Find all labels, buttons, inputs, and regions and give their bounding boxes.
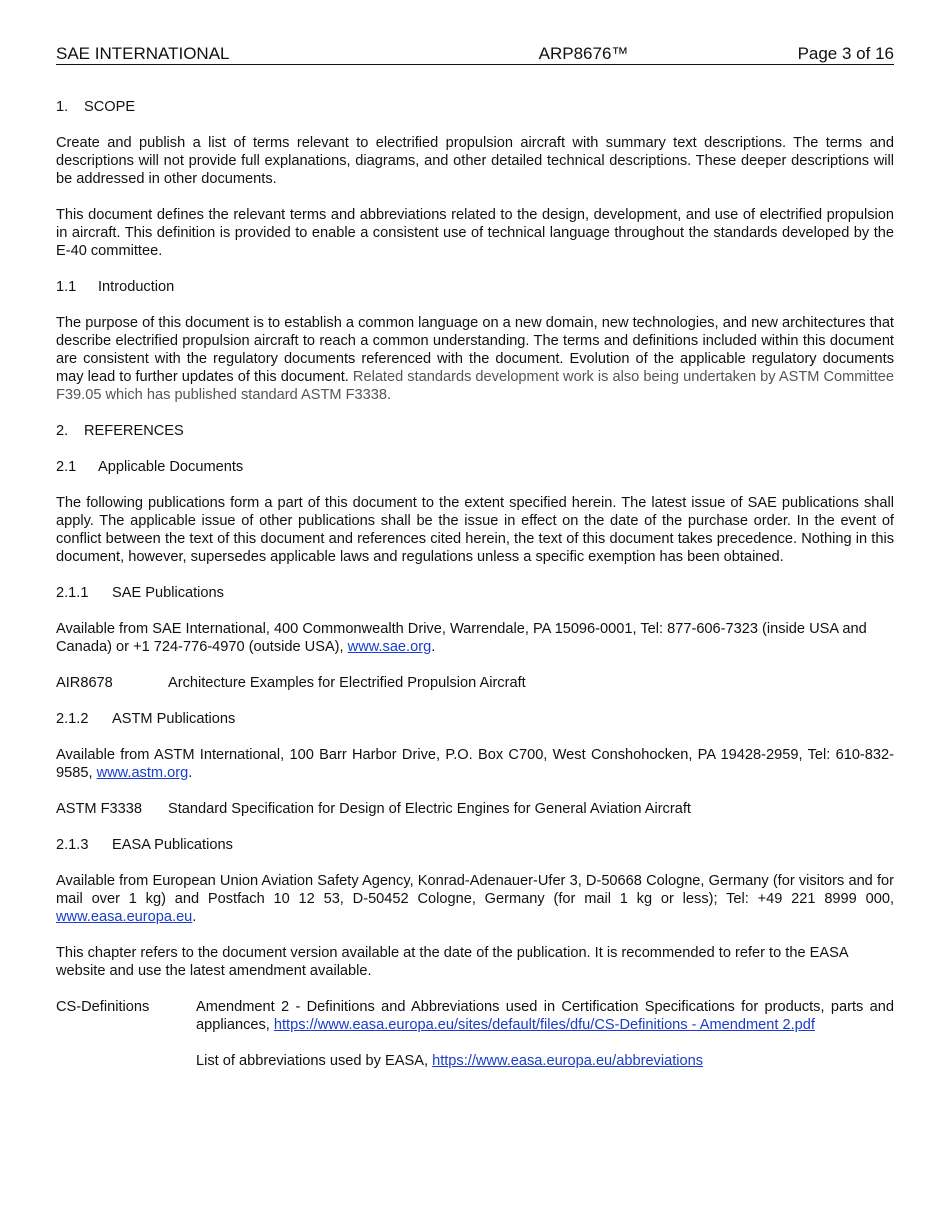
section-references-heading [56,422,894,440]
section-intro-heading [56,278,894,296]
reference-description [196,998,894,1070]
section-easa-heading [56,836,894,854]
section-number: 2.1.1 [56,585,89,601]
intro-text-related: Related standards development work is also being undertaken by ASTM Committee F39.05 which has published standard ASTM F3338. [56,369,894,403]
easa-availability-text: Available from European Union Aviation Safety Agency, Konrad-Adenauer-Ufer 3, D-50668 Cologne, Germany (for visitors and for mail over 1 kg) and Postfach 10 12 53, D-50452 Cologne, Germany (for mail 1 kg or less); Tel: +49 221 8999 000, [56,873,894,907]
scope-paragraph-2: This document defines the relevant terms and abbreviations related to the design, development, and use of electrified propulsion in aircraft. This definition is provided to enable a consistent use of technical language throughout the standards developed by the E-40 committee. [56,207,894,259]
easa-availability: Available from European Union Aviation Safety Agency, Konrad-Adenauer-Ufer 3, D-50668 Cologne, Germany (for visitors and for mail over 1 kg) and Postfach 10 12 53, D-50452 Cologne, Germany (for mail 1 kg or less); Tel: +49 221 8999 000, www.easa.europa.eu. [56,873,894,925]
section-title: SCOPE [84,99,136,115]
section-title: SAE Publications [112,585,224,601]
astm-link[interactable]: www.astm.org [96,765,189,781]
section-number: 2.1.2 [56,711,89,727]
applicable-paragraph: The following publications form a part of this document to the extent specified herein. The latest issue of SAE publications shall apply. The applicable issue of other publications shall be the issue in effect on the date of the purchase order. In the event of conflict between the text of this document and references cited herein, the text of this document takes precedence. Nothing in this document, however, supersedes applicable laws and regulations unless a specific exemption has been obtained. [56,495,894,565]
section-number: 1. [56,99,69,115]
section-title: REFERENCES [84,423,184,439]
sae-availability: Available from SAE International, 400 Commonwealth Drive, Warrendale, PA 15096-0001, Tel: 877-606-7323 (inside USA and Canada) or +1 724-776-4970 (outside USA), www.sae.org. [56,621,867,655]
intro-text: The purpose of this document is to establish a common language on a new domain, new technologies, and new architectures that describe electrified propulsion aircraft to reach a common understanding. The terms and definitions included within this document are consistent with the regulatory documents referenced with the document. Evolution of the applicable regulatory documents may lead to further updates of this document. [56,315,894,385]
document-body [56,96,894,1070]
section-title: Introduction [98,279,175,295]
sae-availability-text: Available from SAE International, 400 Commonwealth Drive, Warrendale, PA 15096-0001, Tel: 877-606-7323 (inside USA and Canada) or +1 724-776-4970 (outside USA), [56,621,867,655]
section-applicable-heading [56,458,894,476]
abbreviations-entry [196,1052,894,1070]
page-header-area [56,44,894,65]
easa-link[interactable]: www.easa.europa.eu [56,909,193,925]
section-number: 2.1.3 [56,837,89,853]
reference-title: Architecture Examples for Electrified Propulsion Aircraft [168,675,526,691]
section-number: 2. [56,423,69,439]
section-sae-heading [56,584,894,602]
cs-definitions-link[interactable]: https://www.easa.europa.eu/sites/default/files/dfu/CS-Definitions - Amendment 2.pdf [273,1017,815,1033]
cs-definitions-entry [196,998,894,1034]
easa-reference-row [56,998,894,1070]
section-title: EASA Publications [112,837,233,853]
section-title: Applicable Documents [98,459,244,475]
astm-availability-text: Available from ASTM International, 100 Barr Harbor Drive, P.O. Box C700, West Conshohocken, PA 19428-2959, Tel: 610-832-9585, [56,747,894,781]
sae-reference-row [56,674,894,692]
sae-link[interactable]: www.sae.org [347,639,432,655]
section-scope-heading [56,98,894,116]
running-header [56,44,894,65]
header-page-number: Page 3 of 16 [797,44,894,63]
easa-chapter-note: This chapter refers to the document version available at the date of the publication. It is recommended to refer to the EASA website and use the latest amendment available. [56,945,848,979]
reference-code: ASTM F3338 [56,801,142,817]
section-number: 1.1 [56,279,77,295]
intro-paragraph [56,314,894,404]
reference-code: AIR8678 [56,675,113,691]
section-astm-heading [56,710,894,728]
abbreviations-text: List of abbreviations used by EASA, [196,1053,433,1069]
abbreviations-link[interactable]: https://www.easa.europa.eu/abbreviations [432,1053,704,1069]
reference-title: Standard Specification for Design of Electric Engines for General Aviation Aircraft [168,801,691,817]
astm-availability: Available from ASTM International, 100 Barr Harbor Drive, P.O. Box C700, West Conshohocken, PA 19428-2959, Tel: 610-832-9585, www.astm.org. [56,747,894,781]
section-number: 2.1 [56,459,77,475]
scope-paragraph-1: Create and publish a list of terms relevant to electrified propulsion aircraft with summary text descriptions. The terms and descriptions will not provide full explanations, diagrams, and other detailed technical descriptions. These deeper descriptions will be addressed in other documents. [56,135,894,187]
astm-reference-row [56,800,894,818]
section-title: ASTM Publications [112,711,236,727]
reference-code: CS-Definitions [56,999,150,1015]
cs-definitions-text: Amendment 2 - Definitions and Abbreviations used in Certification Specifications for products, parts and appliances, [196,999,894,1033]
header-org: SAE INTERNATIONAL [56,44,230,63]
header-doc-id: ARP8676™ [538,44,629,63]
